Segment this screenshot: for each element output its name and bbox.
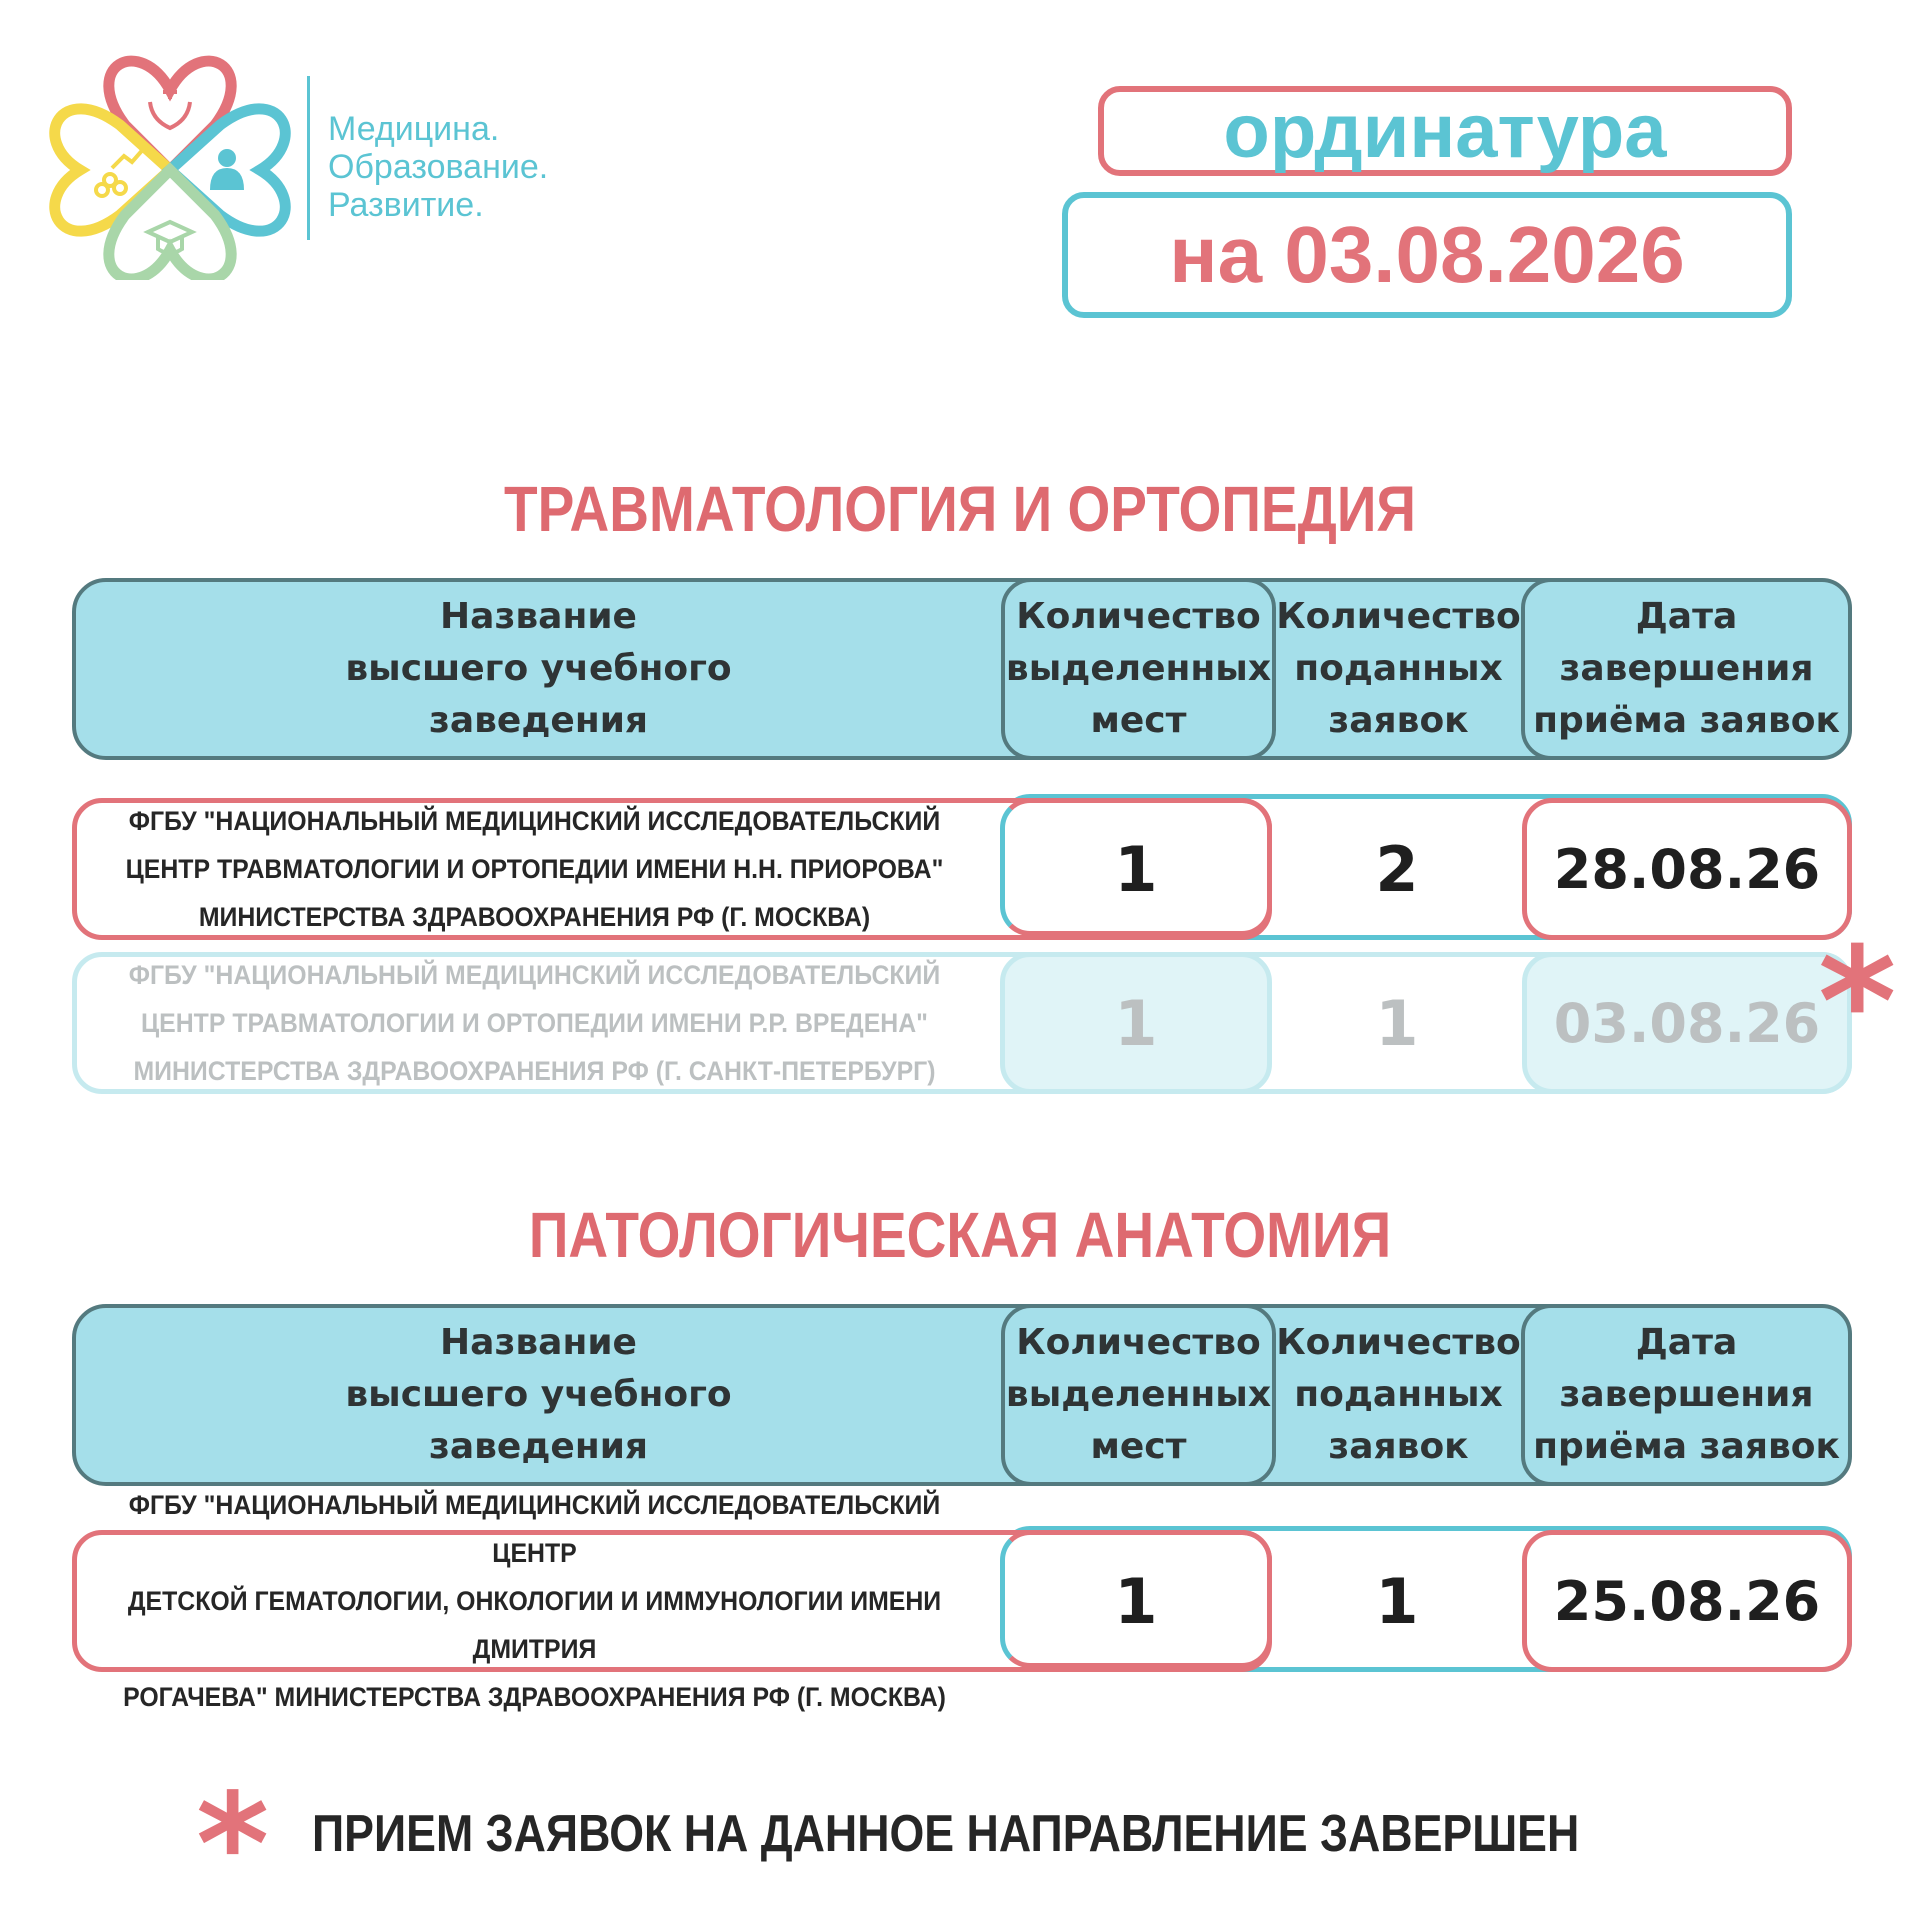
submitted-count: 2 xyxy=(1375,832,1419,906)
hands-cross-icon xyxy=(150,85,190,128)
column-header-allocated: Количество выделенных мест xyxy=(1001,1304,1276,1486)
column-header-deadline: Дата завершения приёма заявок xyxy=(1521,578,1852,760)
column-header-submitted: Количество поданных заявок xyxy=(1276,596,1521,741)
deadline-date: 25.08.26 xyxy=(1553,1569,1821,1633)
doctor-icon xyxy=(210,149,244,190)
footnote-text: ПРИЕМ ЗАЯВОК НА ДАННОЕ НАПРАВЛЕНИЕ ЗАВЕРШЕН xyxy=(312,1805,1580,1863)
brand-divider xyxy=(307,76,310,240)
section-title: ТРАВМАТОЛОГИЯ И ОРТОПЕДИЯ xyxy=(504,473,1416,545)
column-header-submitted: Количество поданных заявок xyxy=(1276,1322,1521,1467)
program-title: ординатура xyxy=(1098,86,1792,176)
table-row xyxy=(72,798,1852,940)
column-header-name: Название высшего учебного заведения xyxy=(345,1322,732,1467)
allocated-count: 1 xyxy=(1114,1564,1158,1638)
column-header-deadline: Дата завершения приёма заявок xyxy=(1521,1304,1852,1486)
brand-line: Развитие. xyxy=(328,186,484,224)
column-header-allocated: Количество выделенных мест xyxy=(1001,578,1276,760)
table-row xyxy=(72,1490,1852,1712)
brand-logo xyxy=(40,40,300,280)
table-row-closed xyxy=(72,952,1852,1094)
closed-asterisk-icon: * xyxy=(1818,916,1897,1090)
institution-name: ФГБУ "НАЦИОНАЛЬНЫЙ МЕДИЦИНСКИЙ ИССЛЕДОВАТЕЛЬСКИЙ ЦЕНТР ТРАВМАТОЛОГИИ И ОРТОПЕДИИ ИМЕНИ Н.Н. ПРИОРОВА" МИНИСТЕРСТВА ЗДРАВООХРАНЕНИЯ РФ (Г. МОСКВА) xyxy=(125,806,944,932)
as-of-date: на 03.08.2026 xyxy=(1062,192,1792,318)
brand-tagline xyxy=(328,110,548,224)
table-header xyxy=(72,578,1852,760)
institution-name: ФГБУ "НАЦИОНАЛЬНЫЙ МЕДИЦИНСКИЙ ИССЛЕДОВАТЕЛЬСКИЙ ЦЕНТР ДЕТСКОЙ ГЕМАТОЛОГИИ, ОНКОЛОГИИ И ИММУНОЛОГИИ ИМЕНИ ДМИТРИЯ РОГАЧЕВА" МИНИСТЕРСТВА ЗДРАВООХРАНЕНИЯ РФ (Г. МОСКВА) xyxy=(123,1490,946,1712)
deadline-date: 28.08.26 xyxy=(1553,837,1821,901)
deadline-date: 03.08.26 xyxy=(1553,991,1821,1055)
submitted-count: 1 xyxy=(1375,1564,1419,1638)
section-title: ПАТОЛОГИЧЕСКАЯ АНАТОМИЯ xyxy=(528,1199,1392,1271)
brand-line: Медицина. xyxy=(328,110,500,148)
submitted-count: 1 xyxy=(1375,986,1419,1060)
allocated-count: 1 xyxy=(1114,832,1158,906)
allocated-count: 1 xyxy=(1114,986,1158,1060)
growth-chart-icon xyxy=(96,146,146,196)
footnote-asterisk-icon: * xyxy=(196,1764,270,1927)
brand-line: Образование. xyxy=(328,148,549,186)
column-header-name: Название высшего учебного заведения xyxy=(345,596,732,741)
table-header xyxy=(72,1304,1852,1486)
institution-name: ФГБУ "НАЦИОНАЛЬНЫЙ МЕДИЦИНСКИЙ ИССЛЕДОВАТЕЛЬСКИЙ ЦЕНТР ТРАВМАТОЛОГИИ И ОРТОПЕДИИ ИМЕНИ Р.Р. ВРЕДЕНА" МИНИСТЕРСТВА ЗДРАВООХРАНЕНИЯ РФ (Г. САНКТ-ПЕТЕРБУРГ) xyxy=(128,960,941,1086)
